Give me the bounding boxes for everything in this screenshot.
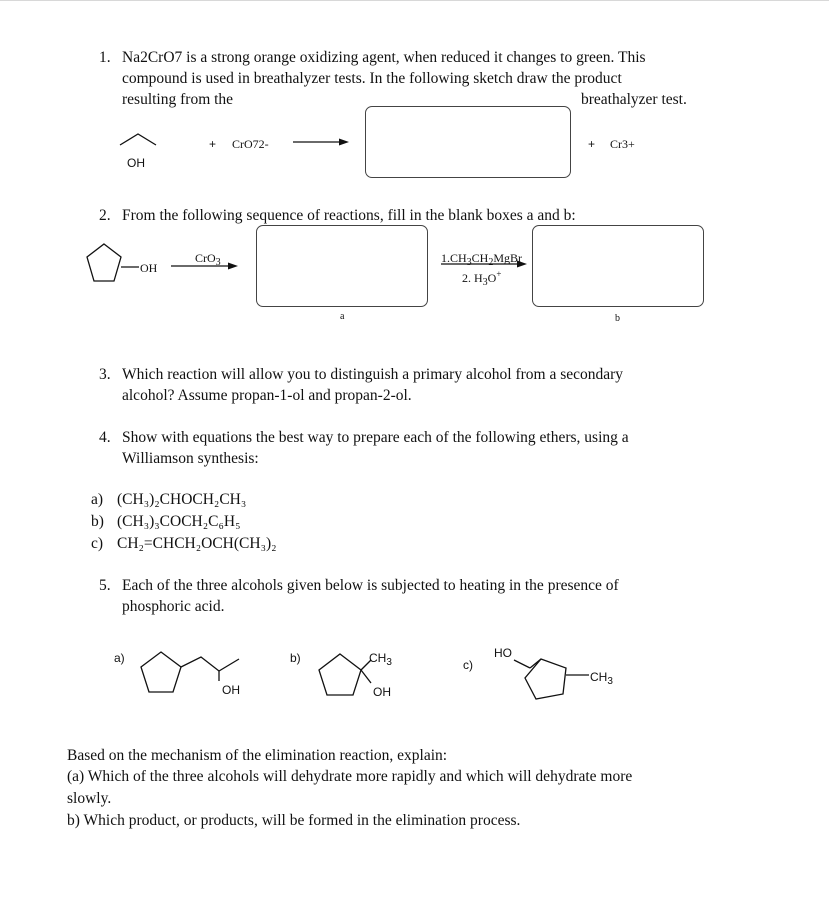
hydroxyl-label: OH: [140, 261, 158, 275]
question-text-line: resulting from the: [122, 91, 234, 108]
hydroxyl-label: OH: [373, 685, 391, 699]
oh-bond-b: [361, 670, 371, 683]
question-text-line: Show with equations the best way to prepare each of the following ethers, using a: [122, 429, 629, 446]
chromium-trioxide-label: CrO$_3$: [195, 251, 221, 268]
closing-text-line: b) Which product, or products, will be formed in the elimination process.: [67, 812, 521, 829]
grignard-reagent-label: $1.CH_3CH_2MgBr$: [441, 251, 523, 268]
question-text-line: compound is used in breathalyzer tests. In the following sketch draw the product: [122, 70, 622, 87]
question-text-line: breathalyzer test.: [581, 91, 687, 108]
question-number: 1.: [99, 49, 111, 66]
methyl-label: $CH_3$: [590, 670, 613, 687]
dichromate-label: CrO72-: [232, 137, 269, 151]
question-text-line: From the following sequence of reactions, fill in the blank boxes a and b:: [122, 207, 576, 224]
question-number: 2.: [99, 207, 111, 224]
methyl-label: $CH_3$: [369, 651, 392, 668]
ho-bond-c: [514, 660, 530, 668]
question-text-line: Each of the three alcohols given below is subjected to heating in the presence of: [122, 577, 619, 594]
box-a-label: a: [340, 311, 345, 322]
ether-formula: (CH₃)₂CHOCH₂CH₃: [117, 491, 247, 508]
box-b-label: b: [615, 313, 620, 324]
closing-text-line: (a) Which of the three alcohols will dehydrate more rapidly and which will dehydrate more: [67, 768, 633, 785]
ether-formula: (CH₃)₃COCH₂C₆H₅: [117, 513, 241, 530]
closing-text-line: Based on the mechanism of the elimination reaction, explain:: [67, 747, 448, 764]
question-number: 5.: [99, 577, 111, 594]
cyclopentane-ring-c: [525, 659, 566, 699]
ether-item-label: b): [91, 513, 104, 530]
ether-formula: CH₂=CHCH₂OCH(CH₃)₂: [117, 535, 277, 552]
question-text-line: Which reaction will allow you to distinguish a primary alcohol from a secondary: [122, 366, 624, 383]
hydroxyl-label: OH: [222, 683, 240, 697]
closing-text-line: slowly.: [67, 790, 112, 807]
question-text-line: Na2CrO7 is a strong orange oxidizing agent, when reduced it changes to green. This: [122, 49, 646, 66]
ether-item-label: a): [91, 491, 104, 508]
question-text-line: alcohol? Assume propan-1-ol and propan-2-ol.: [122, 387, 412, 404]
plus-sign: +: [209, 137, 217, 151]
side-chain-a: [181, 657, 239, 671]
question-number: 4.: [99, 429, 111, 446]
chromium-ion-label: Cr3+: [610, 137, 635, 151]
ether-item-label: c): [91, 535, 104, 552]
hydroxyl-label: HO: [494, 646, 512, 660]
structure-label: b): [290, 651, 301, 665]
cyclopentane-ring-b: [319, 654, 361, 695]
question-text-line: phosphoric acid.: [122, 598, 225, 615]
acid-workup-label: 2. $H_3O^+$: [462, 269, 502, 288]
question-number: 3.: [99, 366, 111, 383]
question-text-line: Williamson synthesis:: [122, 450, 259, 467]
hydroxyl-label: OH: [127, 156, 145, 170]
structure-label: a): [114, 651, 125, 665]
structure-label: c): [463, 658, 473, 672]
cyclopentane-ring-a: [141, 652, 181, 692]
plus-sign: +: [588, 137, 596, 151]
